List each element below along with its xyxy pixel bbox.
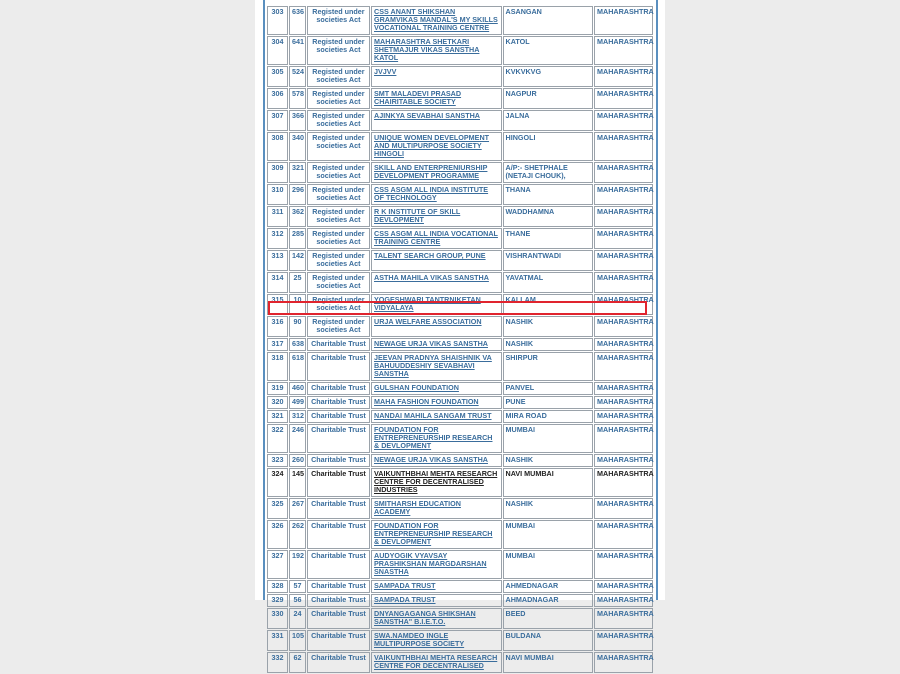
institution-name-link[interactable] (371, 652, 502, 673)
state-cell: MAHARASHTRA (594, 272, 653, 293)
state-cell: MAHARASHTRA (594, 36, 653, 65)
state-cell: MAHARASHTRA (594, 110, 653, 131)
table-row (267, 206, 653, 227)
table-row (267, 272, 653, 293)
institution-id: 57 (289, 580, 306, 593)
institution-name[interactable]: NEWAGE URJA VIKAS SANSTHA (374, 339, 488, 348)
state-cell: MAHARASHTRA (594, 184, 653, 205)
city-cell: BULDANA (503, 630, 594, 651)
registration-type: Charitable Trust (307, 424, 370, 453)
institution-id: 362 (289, 206, 306, 227)
institution-id: 260 (289, 454, 306, 467)
institution-name[interactable]: VAIKUNTHBHAI MEHTA RESEARCH CENTRE FOR DECENTRALISED (374, 653, 498, 670)
city-cell: SHIRPUR (503, 352, 594, 381)
registration-type: Charitable Trust (307, 454, 370, 467)
table-row (267, 382, 653, 395)
institution-name-link[interactable] (371, 132, 502, 161)
serial-number: 330 (267, 608, 288, 629)
serial-number: 331 (267, 630, 288, 651)
institution-name-link[interactable] (371, 6, 502, 35)
city-cell: YAVATMAL (503, 272, 594, 293)
institution-id: 366 (289, 110, 306, 131)
institution-id: 460 (289, 382, 306, 395)
registration-type: Registed under societies Act (307, 110, 370, 131)
state-cell: MAHARASHTRA (594, 88, 653, 109)
state-cell: MAHARASHTRA (594, 608, 653, 629)
institution-id: 636 (289, 6, 306, 35)
institution-id: 578 (289, 88, 306, 109)
state-cell: MAHARASHTRA (594, 410, 653, 423)
registration-type: Charitable Trust (307, 410, 370, 423)
table-row (267, 316, 653, 337)
institution-name[interactable]: CSS ANANT SHIKSHAN GRAMVIKAS MANDAL'S MY SKILLS VOCATIONAL TRAINING CENTRE (374, 7, 498, 32)
institution-id: 192 (289, 550, 306, 579)
institution-table (266, 5, 654, 674)
institution-name[interactable]: CSS ASGM ALL INDIA VOCATIONAL TRAINING CENTRE (374, 229, 498, 246)
serial-number: 317 (267, 338, 288, 351)
registration-type: Charitable Trust (307, 580, 370, 593)
serial-number: 326 (267, 520, 288, 549)
institution-name[interactable]: MAHARASHTRA SHETKARI SHETMAJUR VIKAS SANSTHA KATOL (374, 37, 480, 62)
institution-id: 285 (289, 228, 306, 249)
serial-number: 316 (267, 316, 288, 337)
institution-name[interactable]: YOGESHWARI TANTRNIKETAN VIDYALAYA (374, 295, 481, 312)
table-row (267, 162, 653, 183)
table-row (267, 468, 653, 497)
institution-name[interactable]: CSS ASGM ALL INDIA INSTITUTE OF TECHNOLOGY (374, 185, 489, 202)
institution-name-link[interactable] (371, 352, 502, 381)
city-cell: MUMBAI (503, 550, 594, 579)
institution-id: 267 (289, 498, 306, 519)
city-cell: AHMEDNAGAR (503, 580, 594, 593)
institution-name[interactable]: UNIQUE WOMEN DEVELOPMENT AND MULTIPURPOSE SOCIETY HINGOLI (374, 133, 490, 158)
registration-type: Charitable Trust (307, 498, 370, 519)
institution-id: 641 (289, 36, 306, 65)
institution-name-link[interactable] (371, 594, 502, 607)
city-cell: VISHRANTWADI (503, 250, 594, 271)
state-cell: MAHARASHTRA (594, 316, 653, 337)
institution-name-link[interactable] (371, 382, 502, 395)
institution-name[interactable]: SMT MALADEVI PRASAD CHAIRITABLE SOCIETY (374, 89, 462, 106)
institution-name-link[interactable] (371, 410, 502, 423)
city-cell: THANE (503, 228, 594, 249)
serial-number: 324 (267, 468, 288, 497)
institution-name-link[interactable] (371, 272, 502, 293)
serial-number: 323 (267, 454, 288, 467)
table-row (267, 410, 653, 423)
serial-number: 305 (267, 66, 288, 87)
serial-number: 320 (267, 396, 288, 409)
institution-name-link[interactable] (371, 338, 502, 351)
registration-type: Registed under societies Act (307, 66, 370, 87)
state-cell: MAHARASHTRA (594, 294, 653, 315)
table-row (267, 520, 653, 549)
serial-number: 309 (267, 162, 288, 183)
table-row (267, 184, 653, 205)
serial-number: 315 (267, 294, 288, 315)
registration-type: Registed under societies Act (307, 88, 370, 109)
registration-type: Registed under societies Act (307, 184, 370, 205)
serial-number: 310 (267, 184, 288, 205)
state-cell: MAHARASHTRA (594, 396, 653, 409)
city-cell: MIRA ROAD (503, 410, 594, 423)
serial-number: 321 (267, 410, 288, 423)
city-cell: WADDHAMNA (503, 206, 594, 227)
institution-id: 638 (289, 338, 306, 351)
registration-type: Registed under societies Act (307, 316, 370, 337)
registration-type: Charitable Trust (307, 520, 370, 549)
institution-id: 24 (289, 608, 306, 629)
state-cell: MAHARASHTRA (594, 652, 653, 673)
institution-name-link[interactable] (371, 608, 502, 629)
city-cell: KALLAM (503, 294, 594, 315)
institution-id: 105 (289, 630, 306, 651)
table-row (267, 110, 653, 131)
document-page (255, 0, 665, 670)
registration-type: Charitable Trust (307, 468, 370, 497)
institution-name[interactable]: TALENT SEARCH GROUP, PUNE (374, 251, 486, 260)
registration-type: Registed under societies Act (307, 206, 370, 227)
city-cell: AHMADNAGAR (503, 594, 594, 607)
institution-name[interactable]: SAMPADA TRUST (374, 595, 436, 604)
institution-name-link[interactable] (371, 520, 502, 549)
table-row (267, 66, 653, 87)
table-row (267, 228, 653, 249)
institution-name[interactable]: SKILL AND ENTERPRENIURSHIP DEVELOPMENT PROGRAMME (374, 163, 488, 180)
institution-name-link[interactable] (371, 228, 502, 249)
table-row (267, 250, 653, 271)
table-row (267, 396, 653, 409)
institution-name-link[interactable] (371, 468, 502, 497)
state-cell: MAHARASHTRA (594, 520, 653, 549)
registration-type: Charitable Trust (307, 382, 370, 395)
city-cell: KATOL (503, 36, 594, 65)
institution-id: 296 (289, 184, 306, 205)
city-cell: MUMBAI (503, 424, 594, 453)
state-cell: MAHARASHTRA (594, 352, 653, 381)
institution-id: 312 (289, 410, 306, 423)
institution-name-link[interactable] (371, 396, 502, 409)
serial-number: 308 (267, 132, 288, 161)
table-row (267, 630, 653, 651)
institution-id: 340 (289, 132, 306, 161)
city-cell: JALNA (503, 110, 594, 131)
institution-name-link[interactable] (371, 206, 502, 227)
registration-type: Charitable Trust (307, 652, 370, 673)
registration-type: Charitable Trust (307, 338, 370, 351)
institution-name-link[interactable] (371, 550, 502, 579)
state-cell: MAHARASHTRA (594, 594, 653, 607)
institution-name-link[interactable] (371, 424, 502, 453)
city-cell: A/P:- SHETPHALE (NETAJI CHOUK), (503, 162, 594, 183)
registration-type: Charitable Trust (307, 352, 370, 381)
institution-name[interactable]: GULSHAN FOUNDATION (374, 383, 459, 392)
serial-number: 313 (267, 250, 288, 271)
state-cell: MAHARASHTRA (594, 382, 653, 395)
state-cell: MAHARASHTRA (594, 206, 653, 227)
table-row (267, 338, 653, 351)
city-cell: NAVI MUMBAI (503, 652, 594, 673)
serial-number: 311 (267, 206, 288, 227)
institution-name[interactable]: R K INSTITUTE OF SKILL DEVLOPMENT (374, 207, 461, 224)
registration-type: Charitable Trust (307, 550, 370, 579)
registration-type: Charitable Trust (307, 630, 370, 651)
table-row (267, 550, 653, 579)
institution-name-link[interactable] (371, 498, 502, 519)
institution-name-link[interactable] (371, 630, 502, 651)
institution-name-link[interactable] (371, 454, 502, 467)
serial-number: 307 (267, 110, 288, 131)
table-row (267, 498, 653, 519)
institution-name-link[interactable] (371, 316, 502, 337)
registration-type: Registed under societies Act (307, 6, 370, 35)
state-cell: MAHARASHTRA (594, 468, 653, 497)
serial-number: 306 (267, 88, 288, 109)
city-cell: HINGOLI (503, 132, 594, 161)
state-cell: MAHARASHTRA (594, 424, 653, 453)
institution-name[interactable]: MAHA FASHION FOUNDATION (374, 397, 479, 406)
registration-type: Registed under societies Act (307, 272, 370, 293)
institution-name[interactable]: VAIKUNTHBHAI MEHTA RESEARCH CENTRE FOR DECENTRALISED INDUSTRIES (374, 469, 498, 494)
institution-id: 142 (289, 250, 306, 271)
serial-number: 332 (267, 652, 288, 673)
institution-name-link[interactable] (371, 36, 502, 65)
state-cell: MAHARASHTRA (594, 6, 653, 35)
institution-name-link[interactable] (371, 294, 502, 315)
institution-name-link[interactable] (371, 250, 502, 271)
serial-number: 327 (267, 550, 288, 579)
institution-name-link[interactable] (371, 88, 502, 109)
state-cell: MAHARASHTRA (594, 162, 653, 183)
city-cell: NASHIK (503, 338, 594, 351)
registration-type: Registed under societies Act (307, 250, 370, 271)
city-cell: MUMBAI (503, 520, 594, 549)
table-row (267, 132, 653, 161)
state-cell: MAHARASHTRA (594, 454, 653, 467)
institution-name[interactable]: URJA WELFARE ASSOCIATION (374, 317, 482, 326)
table-row (267, 352, 653, 381)
registration-type: Charitable Trust (307, 608, 370, 629)
serial-number: 318 (267, 352, 288, 381)
city-cell: NASHIK (503, 454, 594, 467)
serial-number: 304 (267, 36, 288, 65)
institution-name[interactable]: AUDYOGIK VYAVSAY PRASHIKSHAN MARGDARSHAN SNASTHA (374, 551, 487, 576)
institution-name[interactable]: FOUNDATION FOR ENTREPRENEURSHIP RESEARCH & DEVLOPMENT (374, 521, 493, 546)
institution-name-link[interactable] (371, 66, 502, 87)
institution-name[interactable]: JEEVAN PRADNYA SHAISHNIK VA BAHUUDDESHIY SEVABHAVI SANSTHA (374, 353, 492, 378)
institution-id: 262 (289, 520, 306, 549)
city-cell: THANA (503, 184, 594, 205)
state-cell: MAHARASHTRA (594, 550, 653, 579)
institution-name[interactable]: SMITHARSH EDUCATION ACADEMY (374, 499, 461, 516)
institution-name[interactable]: JVJVV (374, 67, 397, 76)
table-row (267, 294, 653, 315)
table-row (267, 580, 653, 593)
city-cell: NASHIK (503, 498, 594, 519)
city-cell: BEED (503, 608, 594, 629)
registration-type: Registed under societies Act (307, 228, 370, 249)
serial-number: 303 (267, 6, 288, 35)
registration-type: Registed under societies Act (307, 132, 370, 161)
state-cell: MAHARASHTRA (594, 338, 653, 351)
table-row (267, 608, 653, 629)
institution-id: 25 (289, 272, 306, 293)
institution-id: 499 (289, 396, 306, 409)
serial-number: 328 (267, 580, 288, 593)
serial-number: 319 (267, 382, 288, 395)
city-cell: KVKVKVG (503, 66, 594, 87)
table-row (267, 88, 653, 109)
institution-name[interactable]: DNYANGAGANGA SHIKSHAN SANSTHA" B.I.E.T.O. (374, 609, 476, 626)
institution-name[interactable]: SWA.NAMDEO INGLE MULTIPURPOSE SOCIETY (374, 631, 465, 648)
institution-name-link[interactable] (371, 580, 502, 593)
serial-number: 329 (267, 594, 288, 607)
institution-id: 246 (289, 424, 306, 453)
institution-id: 62 (289, 652, 306, 673)
state-cell: MAHARASHTRA (594, 580, 653, 593)
serial-number: 322 (267, 424, 288, 453)
state-cell: MAHARASHTRA (594, 630, 653, 651)
registration-type: Charitable Trust (307, 594, 370, 607)
institution-id: 56 (289, 594, 306, 607)
institution-id: 10 (289, 294, 306, 315)
institution-name-link[interactable] (371, 110, 502, 131)
registration-type: Registed under societies Act (307, 294, 370, 315)
institution-id: 321 (289, 162, 306, 183)
institution-name[interactable]: SAMPADA TRUST (374, 581, 436, 590)
table-row (267, 6, 653, 35)
city-cell: PUNE (503, 396, 594, 409)
institution-id: 90 (289, 316, 306, 337)
city-cell: NAVI MUMBAI (503, 468, 594, 497)
registration-type: Charitable Trust (307, 396, 370, 409)
institution-name-link[interactable] (371, 184, 502, 205)
state-cell: MAHARASHTRA (594, 228, 653, 249)
institution-id: 145 (289, 468, 306, 497)
table-row (267, 594, 653, 607)
registration-type: Registed under societies Act (307, 162, 370, 183)
institution-name[interactable]: AJINKYA SEVABHAI SANSTHA (374, 111, 480, 120)
table-row (267, 652, 653, 673)
state-cell: MAHARASHTRA (594, 66, 653, 87)
state-cell: MAHARASHTRA (594, 250, 653, 271)
institution-name[interactable]: FOUNDATION FOR ENTREPRENEURSHIP RESEARCH & DEVLOPMENT (374, 425, 493, 450)
state-cell: MAHARASHTRA (594, 132, 653, 161)
institution-name[interactable]: NANDAI MAHILA SANGAM TRUST (374, 411, 492, 420)
table-row (267, 36, 653, 65)
institution-name[interactable]: NEWAGE URJA VIKAS SANSTHA (374, 455, 488, 464)
institution-name[interactable]: ASTHA MAHILA VIKAS SANSTHA (374, 273, 489, 282)
table-row (267, 424, 653, 453)
serial-number: 325 (267, 498, 288, 519)
city-cell: NASHIK (503, 316, 594, 337)
city-cell: NAGPUR (503, 88, 594, 109)
serial-number: 314 (267, 272, 288, 293)
city-cell: PANVEL (503, 382, 594, 395)
city-cell: ASANGAN (503, 6, 594, 35)
institution-id: 618 (289, 352, 306, 381)
serial-number: 312 (267, 228, 288, 249)
registration-type: Registed under societies Act (307, 36, 370, 65)
table-row (267, 454, 653, 467)
institution-name-link[interactable] (371, 162, 502, 183)
state-cell: MAHARASHTRA (594, 498, 653, 519)
institution-id: 524 (289, 66, 306, 87)
